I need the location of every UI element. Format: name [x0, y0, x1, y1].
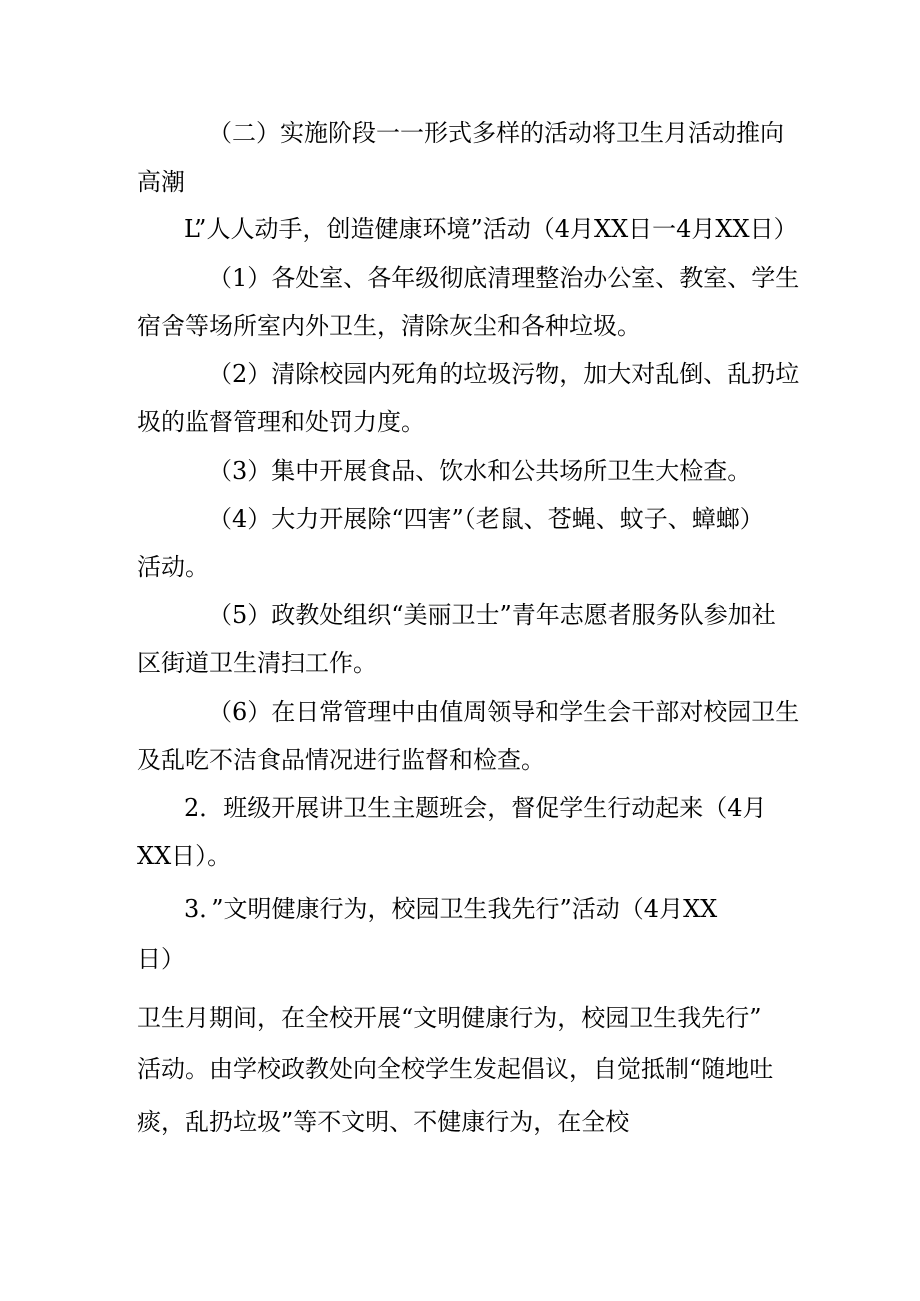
paragraph-line: 宿舍等场所室内外卫生，清除灰尘和各种垃圾。	[137, 312, 641, 340]
paragraph-line: 活动。	[137, 553, 209, 581]
paragraph-line: 活动。由学校政教处向全校学生发起倡议，自觉抵制“随地吐	[137, 1055, 774, 1083]
list-item: （5）政教处组织“美丽卫士”青年志愿者服务队参加社	[208, 601, 776, 629]
paragraph-line: 日）	[137, 945, 185, 973]
paragraph-line: 及乱吃不洁食品情况进行监督和检查。	[137, 746, 545, 774]
activity-heading: 3．”文明健康行为，校园卫生我先行”活动（4月XX	[184, 895, 718, 923]
paragraph-line: 区街道卫生清扫工作。	[137, 649, 377, 677]
list-item: （1）各处室、各年级彻底清理整治办公室、教室、学生	[208, 264, 800, 292]
list-item: （6）在日常管理中由值周领导和学生会干部对校园卫生	[208, 698, 800, 726]
section-heading: （二）实施阶段一一形式多样的活动将卫生月活动推向	[208, 119, 784, 147]
activity-heading: L”人人动手，创造健康环境”活动（4月XX日一4月XX日）	[184, 215, 798, 243]
list-item: （4）大力开展除“四害”（老鼠、苍蝇、蚊子、蟑螂）	[208, 505, 764, 533]
list-item: （2）清除校园内死角的垃圾污物，加大对乱倒、乱扔垃	[208, 360, 800, 388]
paragraph-line: 圾的监督管理和处罚力度。	[137, 408, 425, 436]
paragraph-line: 高潮	[137, 168, 185, 196]
list-item: （3）集中开展食品、饮水和公共场所卫生大检查。	[208, 457, 752, 485]
paragraph-line: 卫生月期间，在全校开展“文明健康行为，校园卫生我先行”	[137, 1004, 762, 1032]
paragraph-line: XX日）。	[137, 842, 232, 870]
activity-heading: 2．班级开展讲卫生主题班会，督促学生行动起来（4月	[184, 794, 767, 822]
paragraph-line: 痰，乱扔垃圾”等不文明、不健康行为，在全校	[137, 1108, 630, 1136]
